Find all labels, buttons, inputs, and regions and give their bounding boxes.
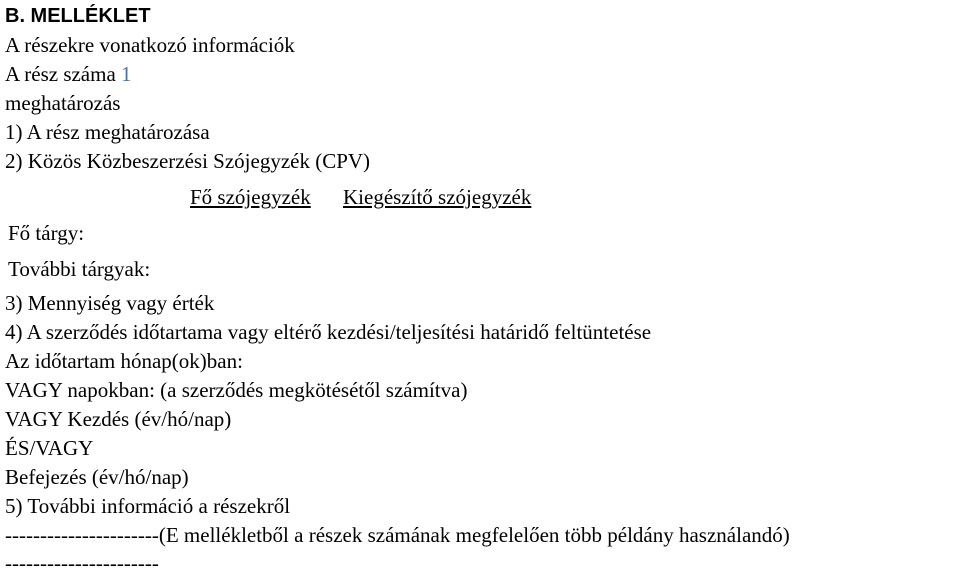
section-3-heading: 3) Mennyiség vagy érték (5, 291, 215, 315)
part-number-value: 1 (121, 62, 132, 86)
cpv-additional-objects-label: További tárgyak: (8, 257, 151, 281)
part-number (5, 64, 132, 85)
cpv-supplementary-vocabulary-header: Kiegészítő szójegyzék (343, 185, 532, 209)
and-or-label: ÉS/VAGY (5, 436, 94, 460)
definition-heading: meghatározás (5, 91, 121, 115)
duration-days-label: VAGY napokban: (a szerződés megkötésétől számítva) (5, 378, 468, 402)
cpv-main-object-label: Fő tárgy: (8, 221, 85, 245)
section-1-heading: 1) A rész meghatározása (5, 120, 210, 144)
start-date-label: VAGY Kezdés (év/hó/nap) (5, 407, 232, 431)
section-2-heading: 2) Közös Közbeszerzési Szójegyzék (CPV) (5, 149, 371, 173)
bottom-separator: ---------------------- (5, 551, 159, 575)
end-date-label: Befejezés (év/hó/nap) (5, 465, 189, 489)
page-subtitle: A részekre vonatkozó információk (5, 33, 295, 57)
cpv-main-vocabulary-header: Fő szójegyzék (190, 185, 311, 209)
page-title: B. MELLÉKLET (5, 5, 151, 27)
section-4-heading: 4) A szerződés időtartama vagy eltérő kezdési/teljesítési határidő feltüntetése (5, 320, 652, 344)
section-5-heading: 5) További információ a részekről (5, 494, 291, 518)
copies-note: ----------------------(E mellékletből a részek számának megfelelően több példány használandó) (5, 523, 790, 547)
duration-months-label: Az időtartam hónap(ok)ban: (5, 349, 243, 373)
part-number-label: A rész száma (5, 62, 116, 86)
